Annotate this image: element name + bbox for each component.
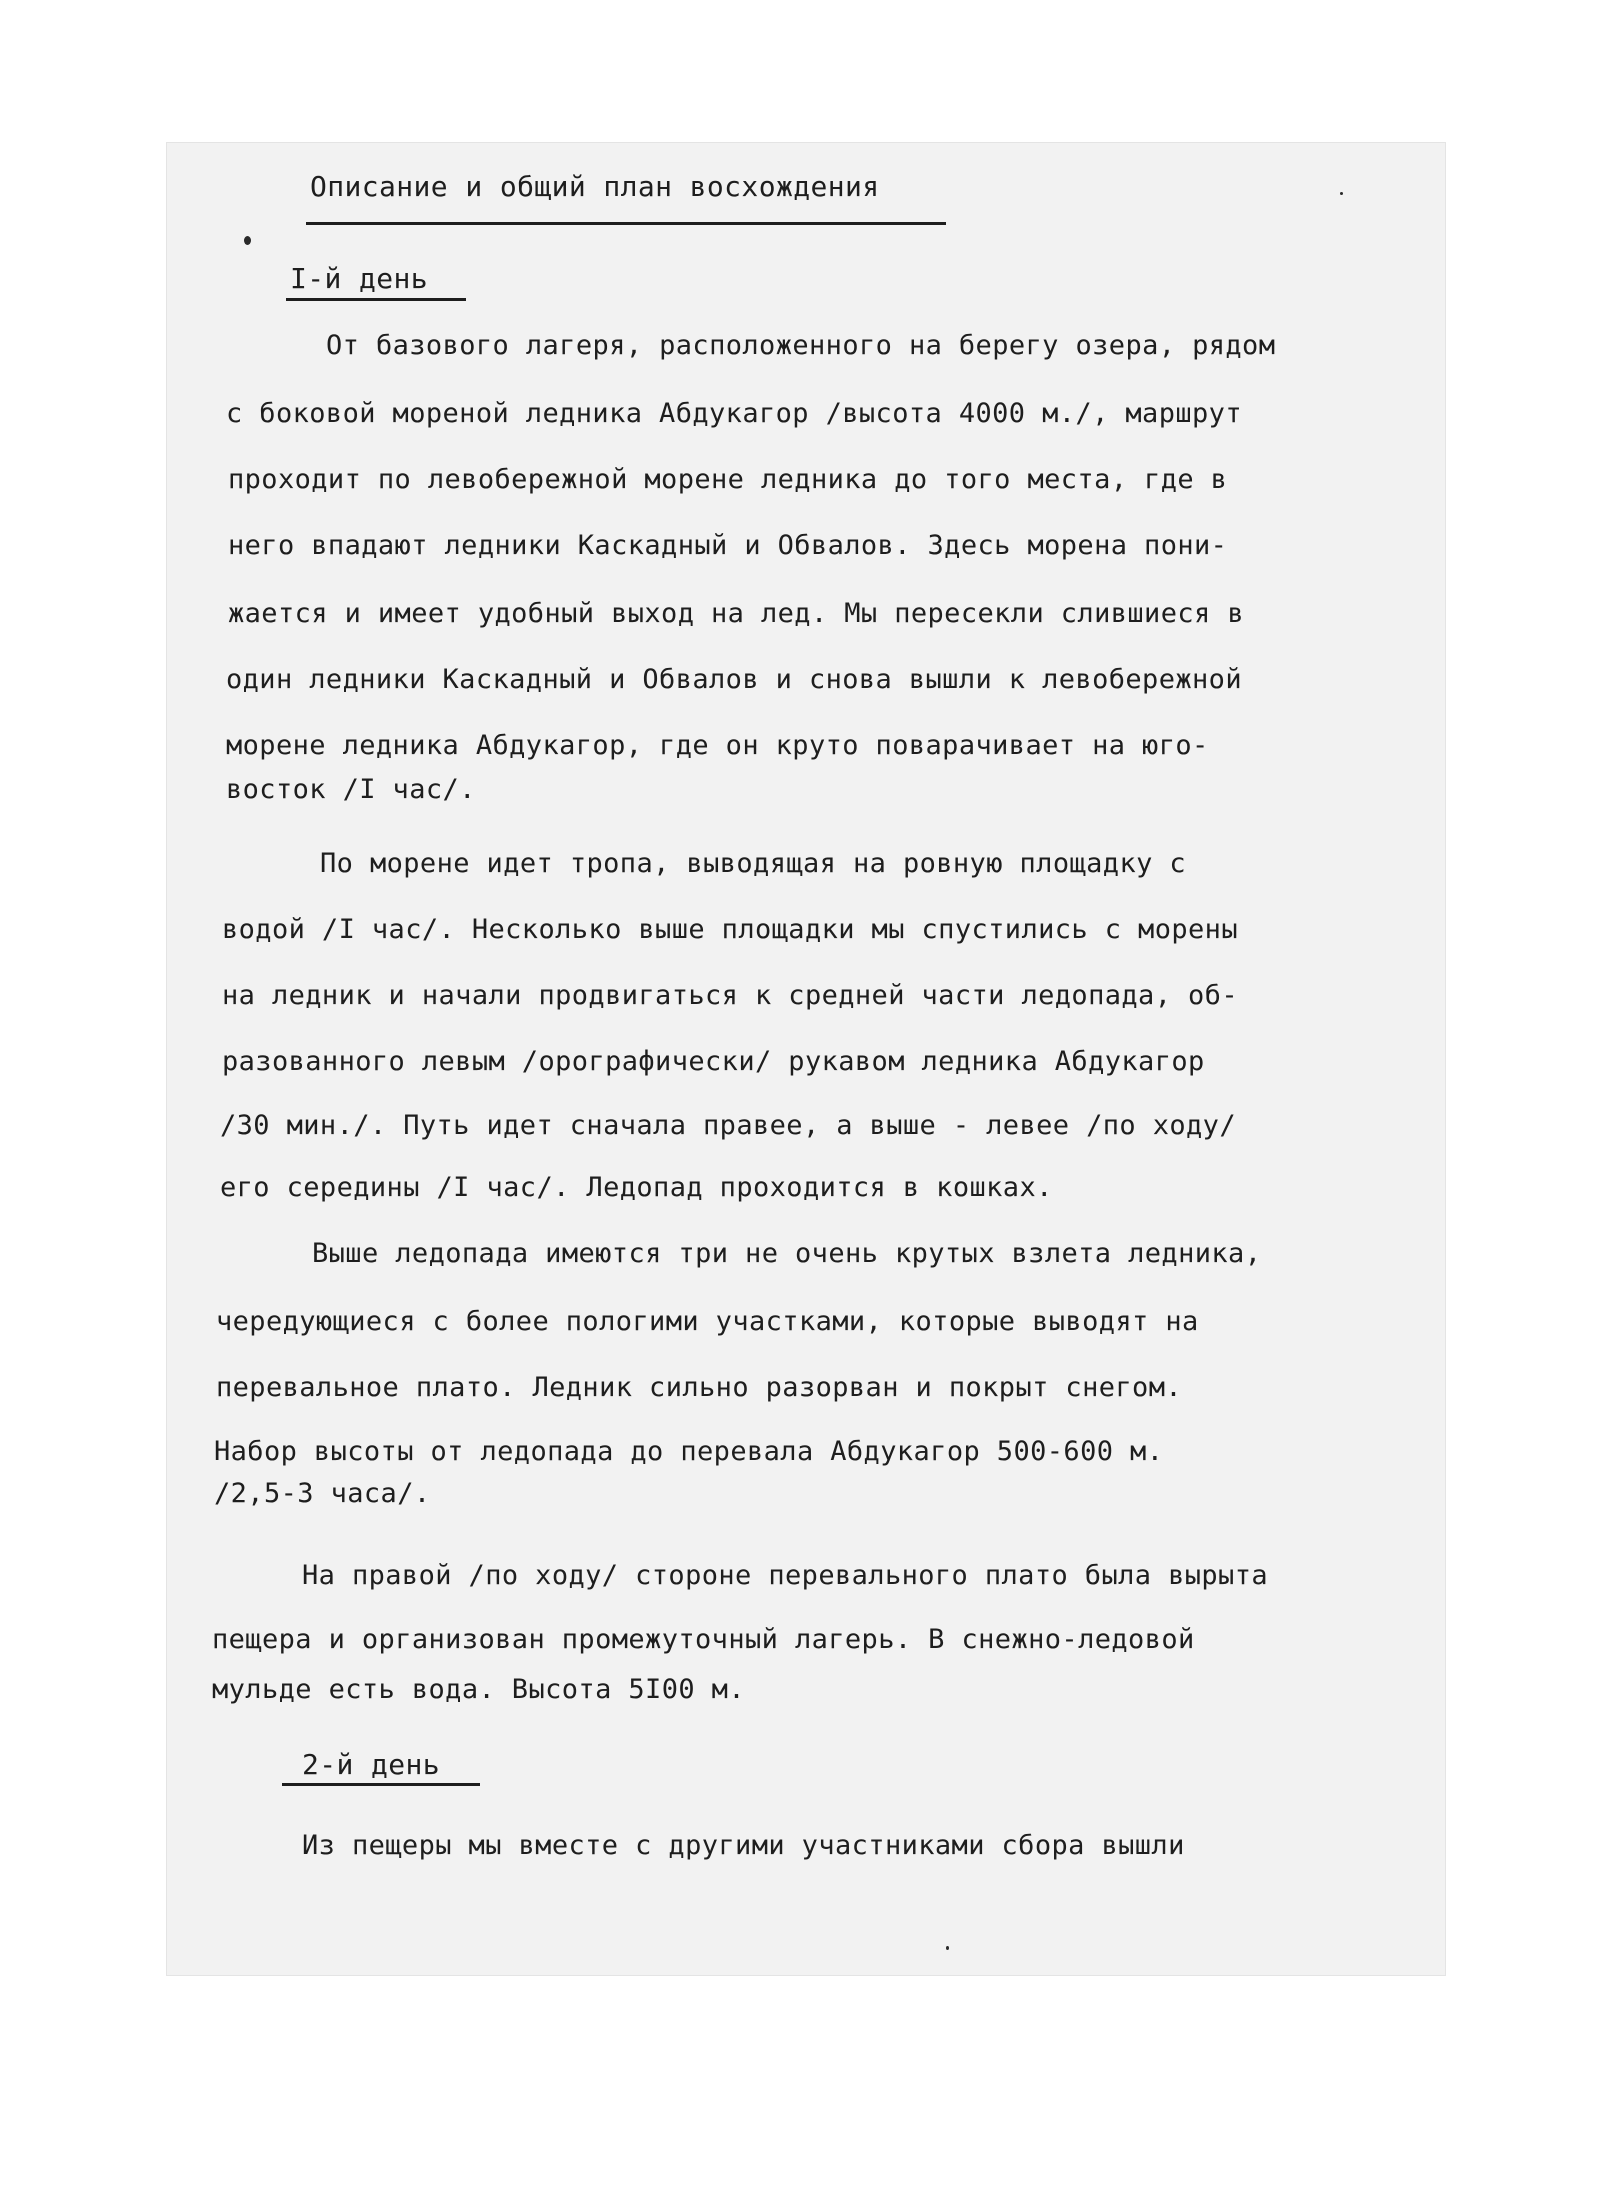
text-line: жается и имеет удобный выход на лед. Мы пересекли слившиеся в: [228, 598, 1244, 629]
text-line: его середины /I час/. Ледопад проходится в кошках.: [220, 1172, 1053, 1203]
text-line: морене ледника Абдукагор, где он круто поварачивает на юго-: [226, 730, 1209, 761]
text-line: Из пещеры мы вместе с другими участниками сбора вышли: [302, 1830, 1185, 1861]
ink-speck: [244, 236, 251, 245]
text-line: восток /I час/.: [226, 774, 476, 805]
text-line: водой /I час/. Несколько выше площадки мы спустились с морены: [222, 914, 1238, 945]
ink-speck: [946, 1946, 949, 1950]
text-line: разованного левым /орографически/ рукавом ледника Абдукагор: [222, 1046, 1205, 1077]
ink-speck: [1340, 192, 1343, 195]
text-line: /30 мин./. Путь идет сначала правее, а выше - левее /по ходу/: [220, 1110, 1236, 1141]
day1-heading: I-й день: [290, 262, 429, 295]
day2-underline: [282, 1783, 480, 1786]
text-line: чередующиеся с более пологими участками, которые выводят на: [216, 1306, 1199, 1337]
text-line: перевальное плато. Ледник сильно разорван и покрыт снегом.: [216, 1372, 1183, 1403]
text-line: /2,5-3 часа/.: [214, 1478, 431, 1509]
text-line: с боковой мореной ледника Абдукагор /высота 4000 м./, маршрут: [226, 398, 1242, 429]
text-line: мульде есть вода. Высота 5I00 м.: [212, 1674, 745, 1705]
text-line: один ледники Каскадный и Обвалов и снова вышли к левобережной: [226, 664, 1242, 695]
text-line: От базового лагеря, расположенного на берегу озера, рядом: [326, 330, 1276, 361]
text-line: На правой /по ходу/ стороне перевального плато была вырыта: [302, 1560, 1269, 1591]
text-line: него впадают ледники Каскадный и Обвалов. Здесь морена пони-: [228, 530, 1228, 561]
title-underline: [306, 222, 946, 225]
text-line: По морене идет тропа, выводящая на ровную площадку с: [320, 848, 1187, 879]
text-line: Выше ледопада имеются три не очень крутых взлета ледника,: [312, 1238, 1262, 1269]
text-line: пещера и организован промежуточный лагерь. В снежно-ледовой: [212, 1624, 1195, 1655]
text-line: на ледник и начали продвигаться к средней части ледопада, об-: [222, 980, 1238, 1011]
page-title: Описание и общий план восхождения: [310, 170, 880, 203]
text-line: проходит по левобережной морене ледника до того места, где в: [228, 464, 1228, 495]
day2-heading: 2-й день: [302, 1748, 441, 1781]
day1-underline: [286, 298, 466, 301]
text-line: Набор высоты от ледопада до перевала Абдукагор 500-600 м.: [214, 1436, 1164, 1467]
